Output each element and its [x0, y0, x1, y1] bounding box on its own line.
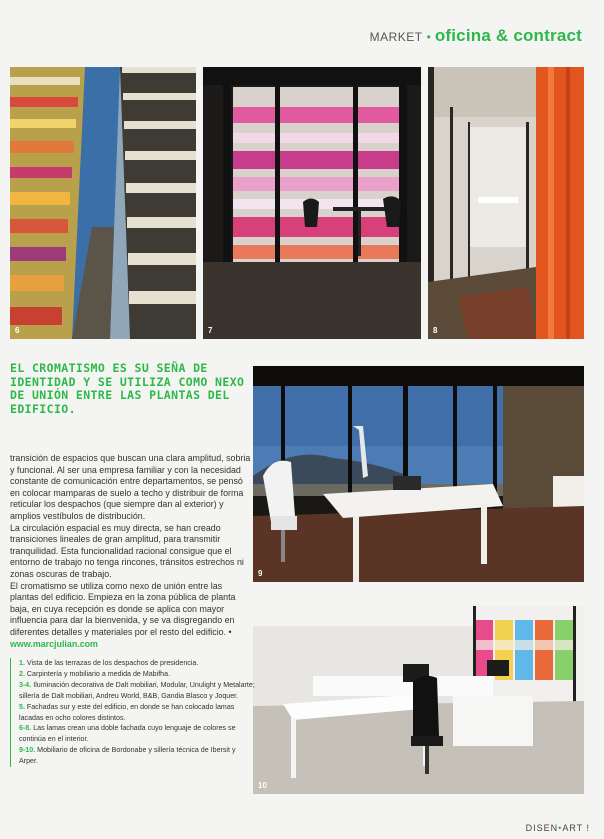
body-paragraph-3-text: El cromatismo se utiliza como nexo de unión entre las plantas del edificio. Empieza en la zona pública de planta baja, en cuya recepción es donde se aplica con mayor influencia para dar la bienvenida, y se va disgregando en diferentes detalles y materiales por el resto del edificio. •: [10, 580, 236, 637]
caption-text: Fachadas sur y este del edificio, en donde se han colocado lamas lacadas en ocho colores distintos.: [19, 702, 235, 722]
photo-9-number: 9: [258, 569, 263, 578]
caption-text: Carpintería y mobiliario a medida de Mabifha.: [26, 669, 171, 678]
header-dot: •: [426, 30, 431, 44]
pull-quote: EL CROMATISMO ES SU SEÑA DE IDENTIDAD Y SE UTILIZA COMO NEXO DE UNIÓN ENTRE LAS PLANTAS DEL EDIFICIO.: [10, 361, 245, 416]
footer-dot: •: [558, 823, 563, 833]
page-footer: [526, 823, 590, 833]
caption-text: Las lamas crean una doble fachada cuyo lenguaje de colores se continúa en el interior.: [19, 724, 236, 744]
header-market: MARKET: [369, 30, 423, 44]
caption-list: [10, 658, 255, 767]
caption-number: 6-8.: [19, 724, 32, 733]
photo-8-number: 8: [433, 326, 438, 335]
photo-10-image: [253, 586, 584, 794]
body-paragraph-2: La circulación espacial es muy directa, se han creado transiciones lineales de gran amplitud, para transmitir tranquilidad. Esta funcionalidad racional consigue que el entorno de trabajo no tenga rincones, tránsitos estrechos ni zonas oscuras de trabajo.: [10, 522, 244, 579]
caption-item: [19, 658, 255, 669]
photo-7-image: [203, 67, 421, 339]
caption-number: 3-4.: [19, 680, 32, 689]
footer-brand-right: ART !: [562, 823, 590, 833]
photo-7: [203, 67, 421, 339]
body-paragraph-1: transición de espacios que buscan una clara amplitud, sobria y funcional. Al ser una empresa familiar y con la necesidad constante de comunicación entre departamentos, se pensó en colocar mamparas de suelo a techo y distribuir de forma reticular los despachos (que siempre dan al exterior) y amplios vestíbulos de distribución.: [10, 453, 251, 521]
caption-text: Mobiliario de oficina de Bordonabe y sillería técnica de Ibersit y Arper.: [19, 746, 236, 766]
photo-10: [253, 586, 584, 794]
header-section: oficina & contract: [434, 26, 582, 45]
caption-item: [19, 680, 255, 702]
photo-8-image: [428, 67, 584, 339]
photo-7-number: 7: [208, 326, 213, 335]
caption-item: [19, 702, 255, 724]
caption-item: [19, 669, 255, 680]
caption-number: 2.: [19, 669, 25, 678]
page-header: [370, 26, 582, 48]
photo-6-image: [10, 67, 196, 339]
photo-8: [428, 67, 584, 339]
caption-item: [19, 745, 255, 767]
caption-number: 9-10.: [19, 746, 36, 755]
website-link[interactable]: www.marcjulian.com: [10, 638, 98, 649]
photo-9-image: [253, 366, 584, 582]
photo-9: [253, 366, 584, 582]
caption-item: [19, 723, 255, 745]
photo-6: [10, 67, 196, 339]
caption-number: 5.: [19, 702, 25, 711]
photo-6-number: 6: [15, 326, 20, 335]
footer-brand-left: DISEN: [525, 823, 559, 833]
photo-10-number: 10: [258, 781, 267, 790]
body-paragraph-3: [10, 581, 252, 651]
caption-text: Vista de las terrazas de los despachos de presidencia.: [26, 659, 199, 667]
caption-text: Iluminación decorativa de Dalt mobiliari, Modular, Unulight y Metalarte; sillería de Dalt mobiliari, Andreu World, B&B, Gandia Blasco y Joquer.: [19, 680, 255, 700]
body-text: [10, 453, 252, 650]
caption-number: 1.: [19, 659, 25, 667]
